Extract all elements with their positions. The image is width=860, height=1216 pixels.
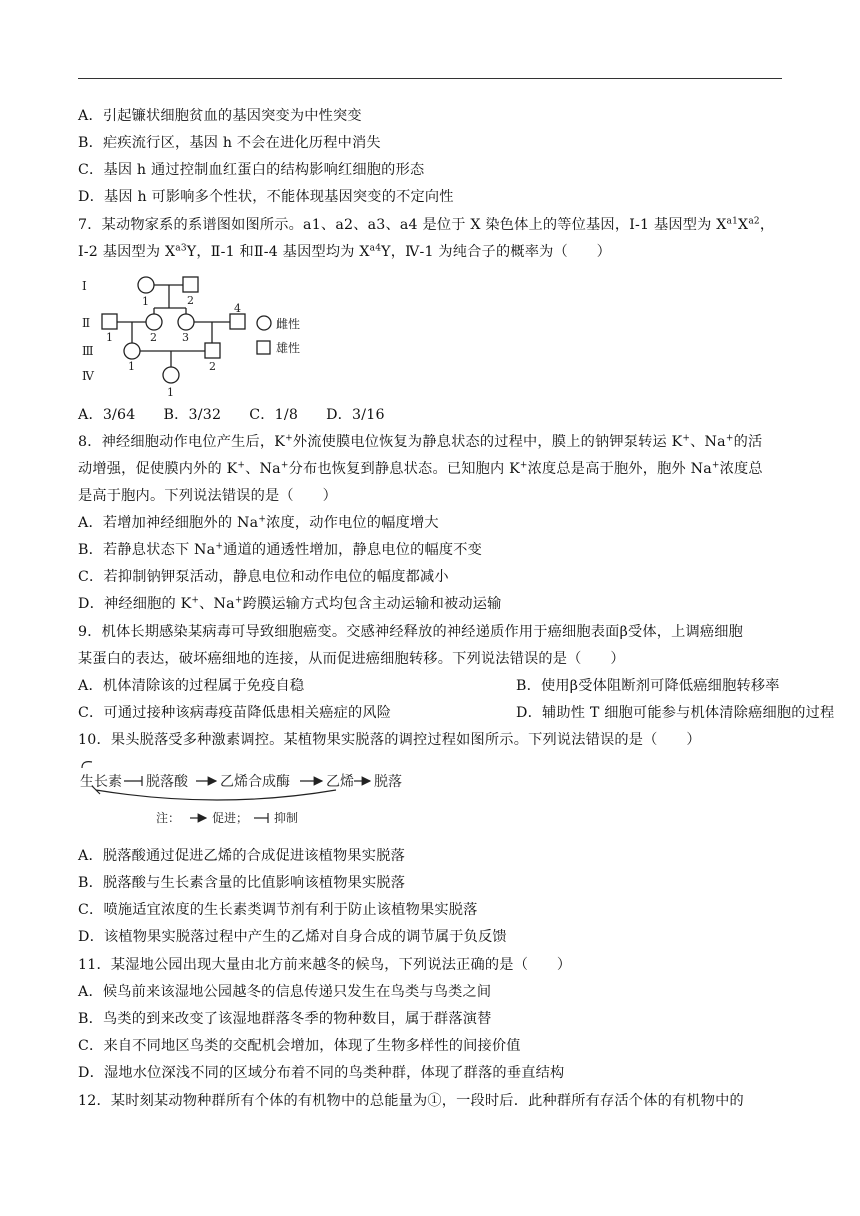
q9-stem-line2: 某蛋白的表达，破坏癌细地的连接，从而促进癌细胞转移。下列说法错误的是（ ） — [78, 651, 625, 667]
pedigree-num-ii1: 1 — [106, 331, 113, 344]
q6-option-d: D．基因 h 可影响多个性状，不能体现基因突变的不定向性 — [78, 189, 454, 205]
pedigree-gen-2-label: Ⅱ — [82, 316, 91, 330]
q11-option-d: D．湿地水位深浅不同的区域分布着不同的鸟类种群，体现了群落的垂直结构 — [78, 1065, 565, 1081]
q8-option-b: B．若静息状态下 Na+通道的通透性增加，静息电位的幅度不变 — [78, 541, 483, 558]
q7-options: A．3/64 B．3/32 C．1/8 D．3/16 — [78, 407, 385, 423]
q9-options-row1: A．机体清除该的过程属于免疫自稳 B．使用β受体阻断剂可降低癌细胞转移率 — [78, 678, 780, 694]
q9-options-row2: C．可通过接种该病毒疫苗降低患相关癌症的风险 D．辅助性 T 细胞可能参与机体清除癌细胞的过程 — [78, 705, 835, 721]
q9-stem-line1: 9．机体长期感染某病毒可导致细胞癌变。交感神经释放的神经递质作用于癌细胞表面β受体，上调癌细胞 — [78, 624, 744, 640]
q10-option-d: D．该植物果实脱落过程中产生的乙烯对自身合成的调节属于负反馈 — [78, 929, 507, 945]
q8-stem-line2: 动增强，促使膜内外的 K+、Na+分布也恢复到静息状态。已知胞内 K+浓度总是高于胞外，胞外 Na+浓度总 — [78, 460, 763, 477]
q6-option-b: B．疟疾流行区，基因 h 不会在进化历程中消失 — [78, 135, 381, 151]
node-abscisic-acid: 脱落酸 — [146, 774, 188, 790]
q11-option-c: C．来自不同地区鸟类的交配机会增加，体现了生物多样性的间接价值 — [78, 1038, 521, 1054]
pedigree-num-ii3: 3 — [182, 331, 189, 344]
pedigree-num-ii4: 4 — [234, 302, 241, 315]
q9-option-d: D．辅助性 T 细胞可能参与机体清除癌细胞的过程 — [516, 705, 835, 721]
pedigree-num-iii2: 2 — [209, 360, 216, 373]
legend-female-label: 雌性 — [276, 317, 301, 331]
q7-stem-line2: Ⅰ-2 基因型为 $X^{a3}Y$，Ⅱ-1 和Ⅱ-4 基因型均为 $X^{a4}Y$，Ⅳ-1 为纯合子的概率为（ ） — [78, 243, 612, 260]
q9-option-b: B．使用β受体阻断剂可降低癌细胞转移率 — [516, 678, 780, 694]
pedigree-num-iv1: 1 — [167, 386, 174, 399]
q10-option-b: B．脱落酸与生长素含量的比值影响该植物果实脱落 — [78, 875, 406, 891]
q7-stem-line1: 7．某动物家系的系谱图如图所示。a1、a2、a3、a4 是位于 X 染色体上的等位基因，Ⅰ-1 基因型为 $X^{a1}X^{a2}$， — [78, 216, 775, 233]
q11-option-b: B．鸟类的到来改变了该湿地群落冬季的物种数目，属于群落演替 — [78, 1011, 492, 1027]
q10-stem: 10．果头脱落受多种激素调控。某植物果实脱落的调控过程如图所示。下列说法错误的是（ ） — [78, 732, 701, 748]
q11-stem: 11．某湿地公园出现大量由北方前来越冬的候鸟，下列说法正确的是（ ） — [78, 957, 572, 973]
abscission-regulation-diagram — [78, 758, 408, 830]
q8-option-c: C．若抑制钠钾泵活动，静息电位和动作电位的幅度都减小 — [78, 569, 449, 585]
q11-option-a: A．候鸟前来该湿地公园越冬的信息传递只发生在鸟类与鸟类之间 — [78, 984, 492, 1000]
pedigree-gen-1-label: Ⅰ — [82, 279, 87, 293]
pedigree-num-ii2: 2 — [150, 331, 157, 344]
pedigree-gen-3-label: Ⅲ — [82, 344, 94, 358]
q8-stem-line3: 是高于胞内。下列说法错误的是（ ） — [78, 488, 337, 504]
pedigree-num-i1: 1 — [142, 295, 149, 308]
q10-option-a: A．脱落酸通过促进乙烯的合成促进该植物果实脱落 — [78, 848, 405, 864]
node-ethylene-synthase: 乙烯合成酶 — [220, 774, 290, 790]
pedigree-chart — [78, 266, 328, 402]
node-auxin: 生长素 — [80, 774, 122, 790]
q8-option-d: D．神经细胞的 K+、Na+跨膜运输方式均包含主动运输和被动运输 — [78, 595, 502, 612]
legend-note-label: 注： — [156, 811, 181, 825]
q8-option-a: A．若增加神经细胞外的 Na+浓度，动作电位的幅度增大 — [78, 514, 439, 531]
legend-inhibit-label: 抑制 — [274, 811, 299, 825]
legend-male-label: 雄性 — [276, 341, 301, 355]
pedigree-num-iii1: 1 — [128, 360, 135, 373]
q10-option-c: C．喷施适宜浓度的生长素类调节剂有利于防止该植物果实脱落 — [78, 902, 478, 918]
q12-stem: 12．某时刻某动物种群所有个体的有机物中的总能量为①，一段时后．此种群所有存活个体的有机物中的 — [78, 1093, 744, 1109]
header-rule — [78, 78, 782, 79]
pedigree-num-i2: 2 — [187, 294, 194, 307]
q8-stem-line1: 8．神经细胞动作电位产生后，K+外流使膜电位恢复为静息状态的过程中，膜上的钠钾泵转运 K+、Na+的活 — [78, 433, 763, 450]
node-abscission: 脱落 — [374, 774, 402, 790]
q6-option-a: A．引起镰状细胞贫血的基因突变为中性突变 — [78, 108, 362, 124]
legend-promote-label: 促进； — [212, 811, 249, 825]
pedigree-gen-4-label: Ⅳ — [82, 369, 94, 383]
q6-option-c: C．基因 h 通过控制血红蛋白的结构影响红细胞的形态 — [78, 162, 425, 178]
node-ethylene: 乙烯 — [326, 774, 354, 790]
